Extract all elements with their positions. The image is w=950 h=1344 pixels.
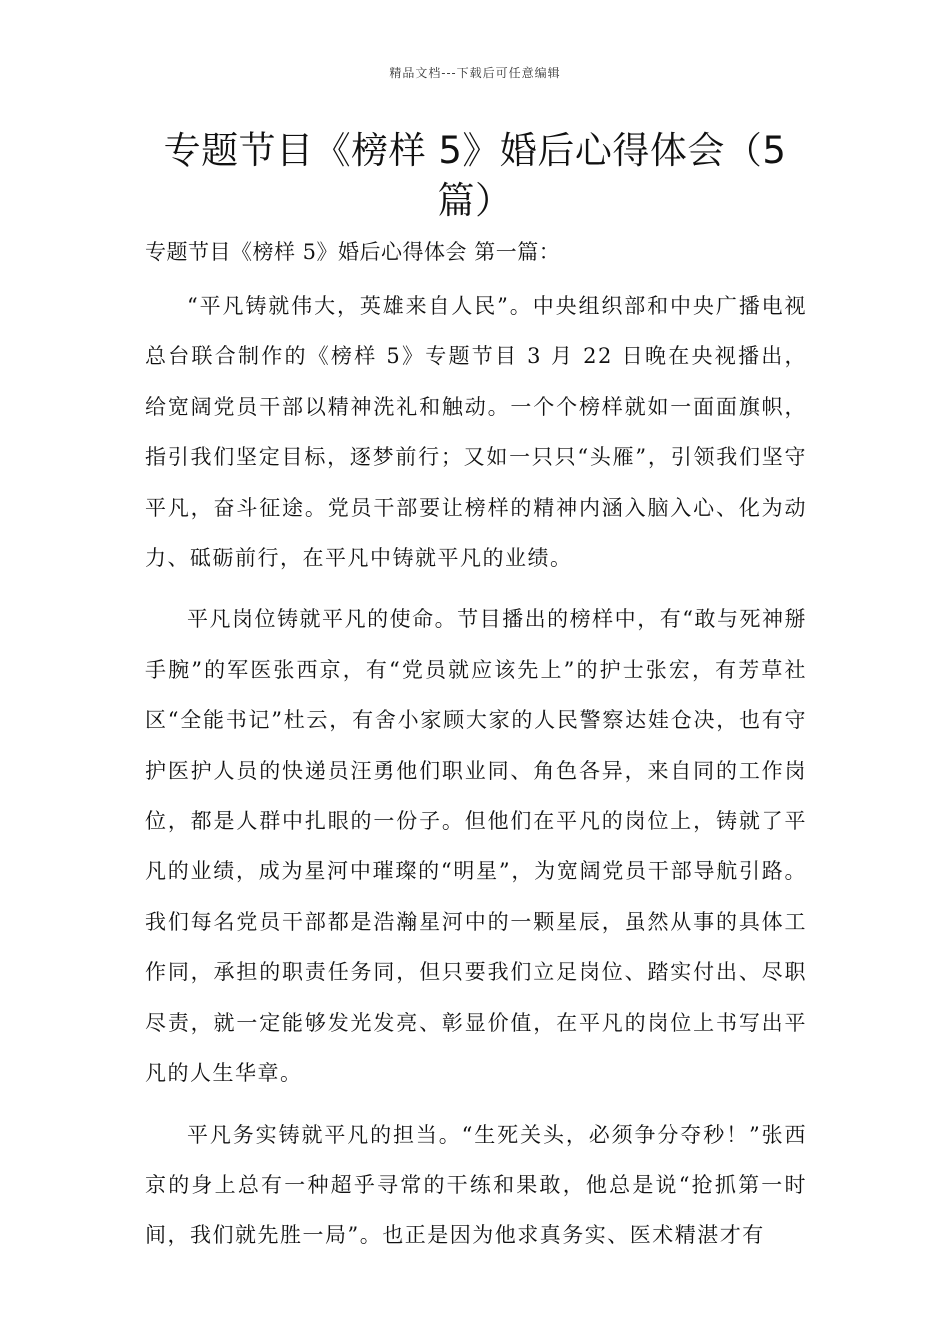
paragraph-1: “平凡铸就伟大，英雄来自人民”。中央组织部和中央广播电视总台联合制作的《榜样 5》专题节目 3 月 22 日晚在央视播出，给宽阔党员干部以精神洗礼和触动。一个个榜样就如一面面旗帜，指引我们坚定目标，逐梦前行；又如一只只“头雁”，引领我们坚守平凡，奋斗征途。党员干部要让榜样的精神内涵入脑入心、化为动力、砥砺前行，在平凡中铸就平凡的业绩。 xyxy=(145,294,807,571)
paragraph-3: 平凡务实铸就平凡的担当。“生死关头，必须争分夺秒！”张西京的身上总有一种超乎寻常的干练和果敢，他总是说“抢抓第一时间，我们就先胜一局”。也正是因为他求真务实、医术精湛才有 xyxy=(145,1122,807,1248)
document-body xyxy=(145,234,807,1261)
paragraph-2: 平凡岗位铸就平凡的使命。节目播出的榜样中，有“敢与死神掰手腕”的军医张西京，有“党员就应该先上”的护士张宏，有芳草社区“全能书记”杜云，有舍小家顾大家的人民警察达娃仓决，也有守护医护人员的快递员汪勇他们职业同、角色各异，来自同的工作岗位，都是人群中扎眼的一份子。但他们在平凡的岗位上，铸就了平凡的业绩，成为星河中璀璨的“明星”，为宽阔党员干部导航引路。我们每名党员干部都是浩瀚星河中的一颗星辰，虽然从事的具体工作同，承担的职责任务同，但只要我们立足岗位、踏实付出、尽职尽责，就一定能够发光发亮、彰显价值，在平凡的岗位上书写出平凡的人生华章。 xyxy=(145,607,807,1086)
section-heading: 专题节目《榜样 5》婚后心得体会 第一篇： xyxy=(145,240,561,264)
document-title: 专题节目《榜样 5》婚后心得体会（5篇） xyxy=(163,129,787,222)
page-header: 精品文档---下载后可任意编辑 xyxy=(389,66,561,80)
